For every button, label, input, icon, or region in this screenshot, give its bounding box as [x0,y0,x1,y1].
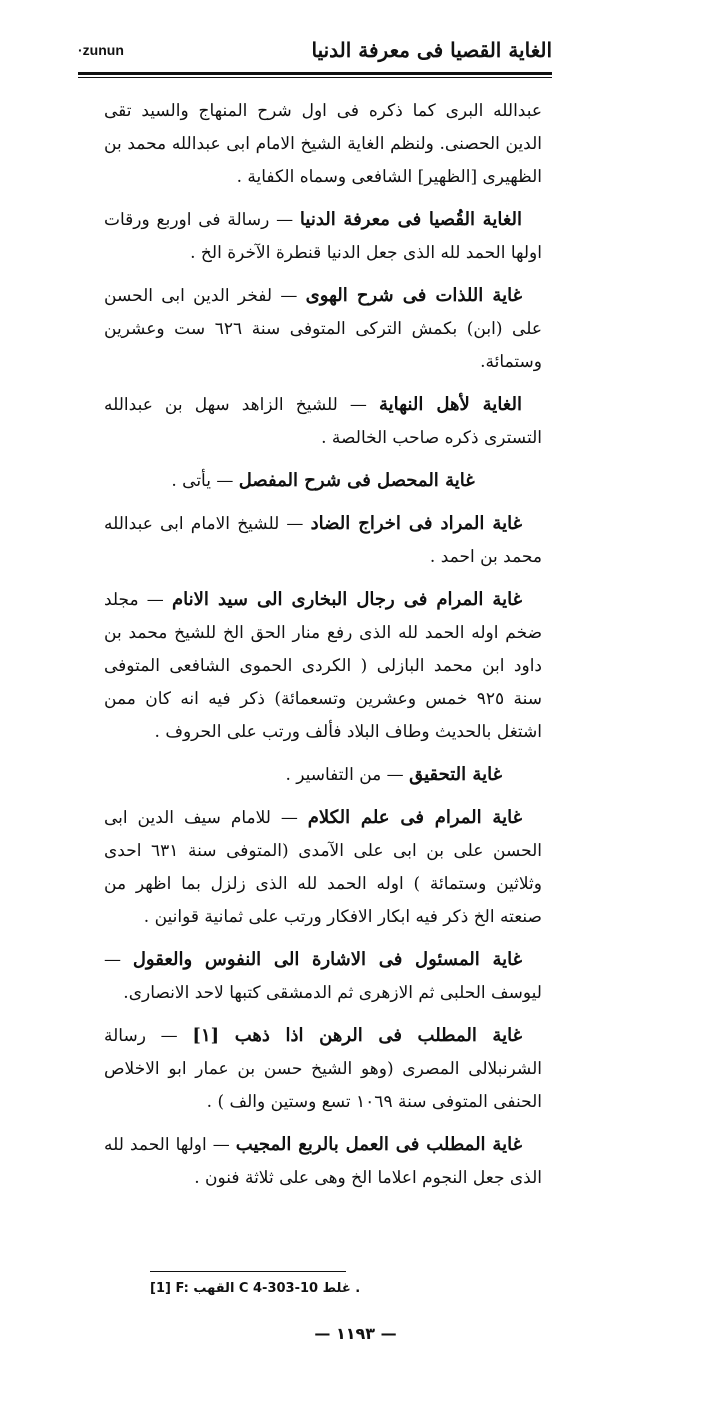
running-header [78,38,552,68]
entry-11-text: — اولها الحمد لله الذى جعل النجوم اعلاما الخ وهى على ثلاثة فنون . [104,1135,542,1188]
entry-5 [104,507,542,574]
entry-1-text: — رسالة فى اوربع ورقات اولها الحمد لله الذى جعل الدنيا قنطرة الآخرة الخ . [104,210,542,263]
entry-3-heading: الغاية لأهل النهاية [379,394,522,415]
entry-8-text: — للامام سيف الدين ابى الحسن على بن ابى على الآمدى (المتوفى سنة ٦٣١ احدى وثلاثين وستمائة ) اوله الحمد لله الذى زلزل بما اظهر من صنعته الخ ذكر فيه ابكار الافكار ورتب على ثمانية قوانين . [104,808,542,927]
entry-2-heading: غاية اللذات فى شرح الهوى [305,285,522,306]
entry-8-heading: غاية المرام فى علم الكلام [307,807,522,828]
entry-7 [104,758,542,792]
entry-3 [104,388,542,455]
entry-4 [104,464,542,498]
entry-1-heading: الغاية القُصيا فى معرفة الدنيا [299,209,522,230]
footnote-rule [150,1271,346,1272]
entry-9 [104,943,542,1010]
header-rule-thin [78,77,552,78]
page-number: — ١١٩٣ — [314,1324,397,1343]
entry-6 [104,583,542,749]
entry-5-text: — للشيخ الامام ابى عبدالله محمد بن احمد . [104,514,542,567]
entry-0 [104,95,542,194]
entry-4-heading: غاية المحصل فى شرح المفصل [238,470,475,491]
entry-11 [104,1128,542,1195]
entry-6-heading: غاية المرام فى رجال البخارى الى سيد الانام [172,589,522,610]
entry-7-heading: غاية التحقيق [409,764,502,785]
entry-8 [104,801,542,934]
main-text [104,95,542,1204]
header-rule-thick [78,72,552,75]
entry-11-heading: غاية المطلب فى العمل بالربع المجيب [235,1134,522,1155]
entry-4-text: — يأتى . [171,471,239,491]
entry-5-heading: غاية المراد فى اخراج الضاد [310,513,522,534]
header-left-mark: ·zunun [78,42,124,58]
entry-7-text: — من التفاسير . [285,765,410,785]
header-title: الغاية القصيا فى معرفة الدنيا [311,38,552,62]
footnote: [1] F: القهب C 4-303-10 غلط . [150,1281,361,1296]
entry-3-text: — للشيخ الزاهد سهل بن عبدالله التسترى ذكره صاحب الخالصة . [104,395,542,448]
entry-10-text: — رسالة الشرنبلالى المصرى (وهو الشيخ حسن بن عمار ابو الاخلاص الحنفى المتوفى سنة ١٠٦٩ تسع وستين والف ) . [104,1026,542,1112]
entry-6-text: — مجلد ضخم اوله الحمد لله الذى رفع منار الحق الخ للشيخ محمد بن داود ابن محمد البازلى ( الكردى الحموى الشافعى المتوفى سنة ٩٢٥ خمس وعشرين وتسعمائة) ذكر فيه انه كان ممن اشتغل بالحديث وطاف البلاد فألف ورتب على الحروف . [104,590,542,742]
entry-9-text: — ليوسف الحلبى ثم الازهرى ثم الدمشقى كتبها لاحد الانصارى. [104,950,542,1003]
entry-10-heading: غاية المطلب فى الرهن اذا ذهب [١] [192,1025,522,1046]
entry-10 [104,1019,542,1119]
entry-2 [104,279,542,379]
entry-2-text: — لفخر الدين ابى الحسن على (ابن) بكمش التركى المتوفى سنة ٦٢٦ ست وعشرين وستمائة. [104,286,542,372]
entry-1 [104,203,542,270]
entry-0-text: عبدالله البرى كما ذكره فى اول شرح المنهاج والسيد تقى الدين الحصنى. ولنظم الغاية الشيخ الامام ابى عبدالله محمد بن الظهيرى [الظهير] الشافعى وسماه الكفاية . [104,101,542,187]
entry-9-heading: غاية المسئول فى الاشارة الى النفوس والعقول [132,949,523,970]
